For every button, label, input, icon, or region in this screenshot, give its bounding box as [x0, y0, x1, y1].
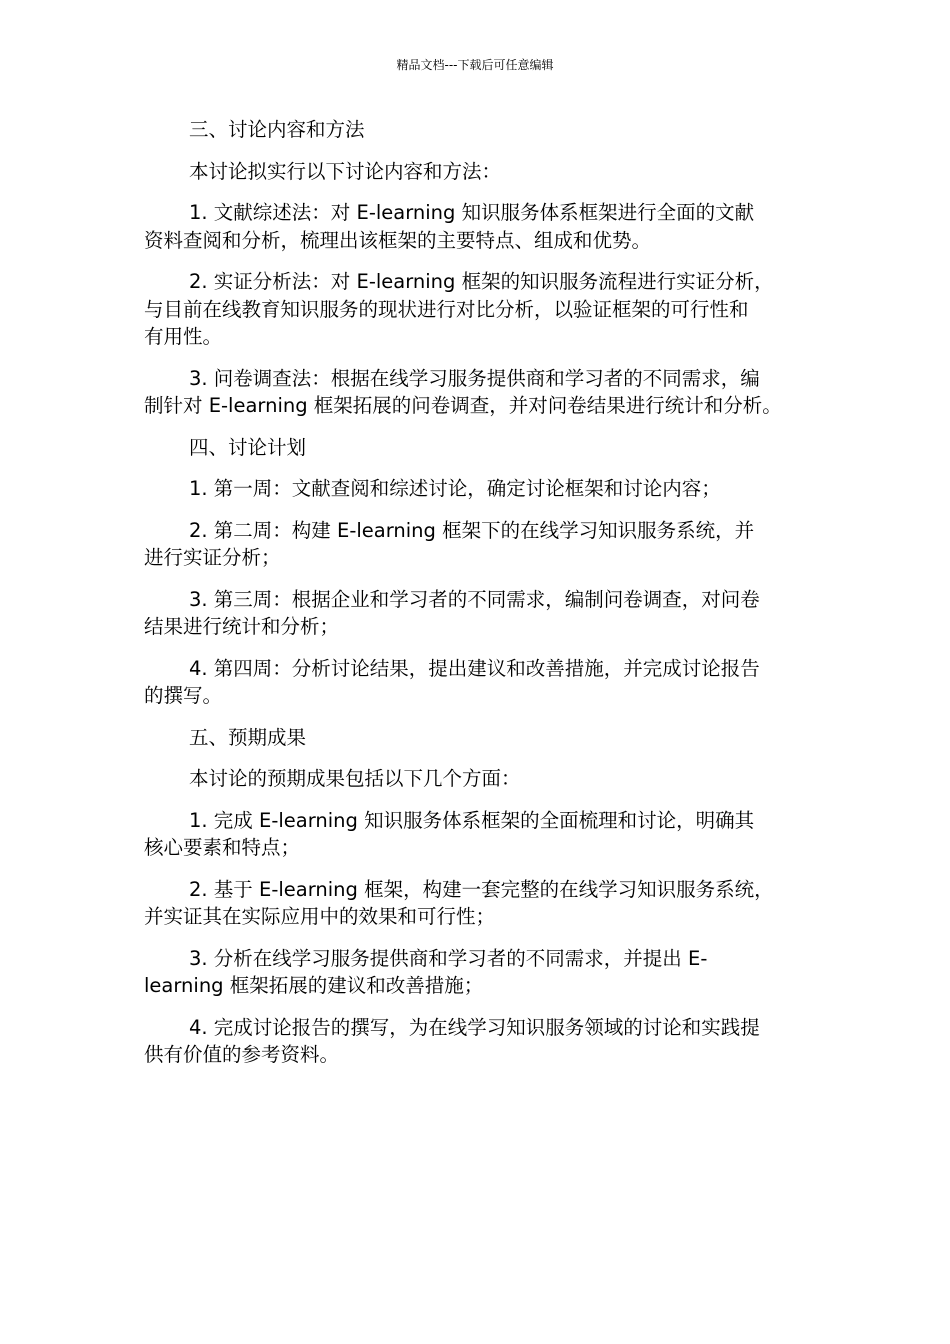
- text-line: 2. 第二周：构建 E-learning 框架下的在线学习知识服务系统，并: [189, 518, 755, 542]
- list-item: [144, 475, 812, 503]
- text-line: 进行实证分析；: [144, 546, 281, 569]
- section-heading: [144, 724, 812, 752]
- list-item: [144, 268, 812, 351]
- text-line: 1. 完成 E-learning 知识服务体系框架的全面梳理和讨论，明确其: [189, 808, 755, 832]
- list-item: [144, 1014, 812, 1069]
- text-line: 4. 完成讨论报告的撰写，为在线学习知识服务领域的讨论和实践提: [189, 1015, 760, 1039]
- text-line: 供有价值的参考资料。: [144, 1043, 340, 1066]
- list-item: [144, 365, 812, 420]
- text-line: 结果进行统计和分析；: [144, 615, 340, 638]
- text-line: 1. 第一周：文献查阅和综述讨论，确定讨论框架和讨论内容；: [189, 477, 721, 500]
- list-item: [144, 199, 812, 254]
- text-line: 本讨论的预期成果包括以下几个方面：: [189, 767, 521, 790]
- page-header: 精品文档---下载后可任意编辑: [396, 58, 554, 72]
- list-item: [144, 655, 812, 710]
- list-item: [144, 876, 812, 931]
- text-line: 3. 分析在线学习服务提供商和学习者的不同需求，并提出 E-: [189, 946, 708, 970]
- document-body: [144, 116, 812, 1083]
- text-line: 与目前在线教育知识服务的现状进行对比分析，以验证框架的可行性和: [144, 297, 749, 321]
- text-line: 核心要素和特点；: [144, 836, 301, 859]
- text-line: 制针对 E-learning 框架拓展的问卷调查，并对问卷结果进行统计和分析。: [144, 394, 782, 417]
- list-item: [144, 807, 812, 862]
- text-line: 1. 文献综述法：对 E-learning 知识服务体系框架进行全面的文献: [189, 201, 755, 224]
- paragraph: [144, 765, 812, 793]
- text-line: 五、预期成果: [189, 725, 307, 749]
- text-line: 2. 实证分析法：对 E-learning 框架的知识服务流程进行实证分析，: [189, 270, 774, 293]
- text-line: 资料查阅和分析，梳理出该框架的主要特点、组成和优势。: [144, 228, 652, 252]
- text-line: 并实证其在实际应用中的效果和可行性；: [144, 905, 496, 928]
- list-item: [144, 586, 812, 641]
- text-line: learning 框架拓展的建议和改善措施；: [144, 974, 484, 997]
- text-line: 4. 第四周：分析讨论结果，提出建议和改善措施，并完成讨论报告: [189, 656, 760, 680]
- text-line: 本讨论拟实行以下讨论内容和方法：: [189, 159, 502, 183]
- paragraph: [144, 158, 812, 186]
- text-line: 四、讨论计划: [189, 435, 307, 459]
- section-heading: [144, 116, 812, 144]
- text-line: 3. 问卷调查法：根据在线学习服务提供商和学习者的不同需求，编: [189, 366, 760, 390]
- text-line: 2. 基于 E-learning 框架，构建一套完整的在线学习知识服务系统，: [189, 877, 774, 901]
- text-line: 有用性。: [144, 325, 223, 348]
- list-item: [144, 517, 812, 572]
- list-item: [144, 945, 812, 1000]
- text-line: 的撰写。: [144, 684, 223, 707]
- section-heading: [144, 434, 812, 462]
- text-line: 三、讨论内容和方法: [189, 118, 365, 141]
- text-line: 3. 第三周：根据企业和学习者的不同需求，编制问卷调查，对问卷: [189, 587, 760, 611]
